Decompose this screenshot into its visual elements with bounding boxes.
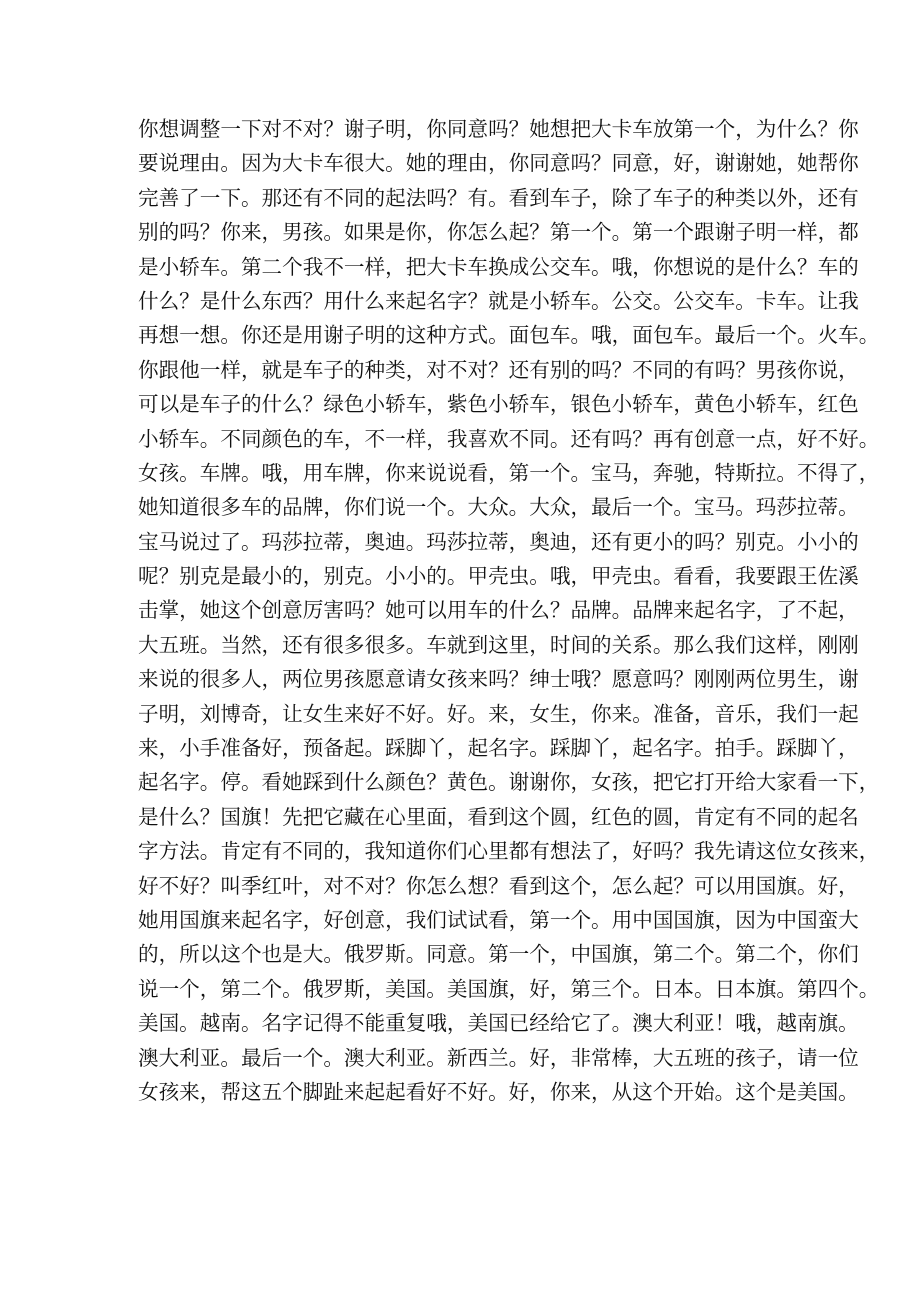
text-line: 她用国旗来起名字，好创意，我们试试看，第一个。用中国国旗，因为中国蛮大 <box>138 907 859 932</box>
text-line: 来，小手准备好，预备起。踩脚丫，起名字。踩脚丫，起名字。拍手。踩脚丫， <box>138 736 859 761</box>
text-line: 来说的很多人，两位男孩愿意请女孩来吗？绅士哦？愿意吗？刚刚两位男生，谢 <box>138 667 859 692</box>
transcript-paragraph <box>138 112 880 1109</box>
text-line: 女孩来，帮这五个脚趾来起起看好不好。好，你来，从这个开始。这个是美国。 <box>138 1079 859 1104</box>
text-line: 你跟他一样，就是车子的种类，对不对？还有别的吗？不同的有吗？男孩你说， <box>138 357 859 382</box>
text-line: 美国。越南。名字记得不能重复哦，美国已经给它了。澳大利亚！哦，越南旗。 <box>138 1011 859 1036</box>
text-line: 女孩。车牌。哦，用车牌，你来说说看，第一个。宝马，奔驰，特斯拉。不得了， <box>138 460 880 485</box>
text-line: 说一个，第二个。俄罗斯，美国。美国旗，好，第三个。日本。日本旗。第四个。 <box>138 976 880 1001</box>
text-line: 是什么？国旗！先把它藏在心里面，看到这个圆，红色的圆，肯定有不同的起名 <box>138 804 859 829</box>
text-line: 澳大利亚。最后一个。澳大利亚。新西兰。好，非常棒，大五班的孩子，请一位 <box>138 1045 859 1070</box>
text-line: 是小轿车。第二个我不一样，把大卡车换成公交车。哦，你想说的是什么？车的 <box>138 254 859 279</box>
text-line: 完善了一下。那还有不同的起法吗？有。看到车子，除了车子的种类以外，还有 <box>138 185 859 210</box>
text-line: 小轿车。不同颜色的车，不一样，我喜欢不同。还有吗？再有创意一点，好不好。 <box>138 426 880 451</box>
text-line: 好不好？叫季红叶，对不对？你怎么想？看到这个，怎么起？可以用国旗。好， <box>138 873 859 898</box>
text-line: 别的吗？你来，男孩。如果是你，你怎么起？第一个。第一个跟谢子明一样，都 <box>138 220 859 245</box>
text-line: 呢？别克是最小的，别克。小小的。甲壳虫。哦，甲壳虫。看看，我要跟王佐溪 <box>138 564 859 589</box>
text-line: 再想一想。你还是用谢子明的这种方式。面包车。哦，面包车。最后一个。火车。 <box>138 323 880 348</box>
text-line: 宝马说过了。玛莎拉蒂，奥迪。玛莎拉蒂，奥迪，还有更小的吗？别克。小小的 <box>138 529 859 554</box>
text-line: 击掌，她这个创意厉害吗？她可以用车的什么？品牌。品牌来起名字，了不起， <box>138 598 859 623</box>
text-line: 的，所以这个也是大。俄罗斯。同意。第一个，中国旗，第二个。第二个，你们 <box>138 942 859 967</box>
text-line: 大五班。当然，还有很多很多。车就到这里，时间的关系。那么我们这样，刚刚 <box>138 632 859 657</box>
text-line: 起名字。停。看她踩到什么颜色？黄色。谢谢你，女孩，把它打开给大家看一下， <box>138 770 880 795</box>
text-line: 子明，刘博奇，让女生来好不好。好。来，女生，你来。准备，音乐，我们一起 <box>138 701 859 726</box>
text-line: 什么？是什么东西？用什么来起名字？就是小轿车。公交。公交车。卡车。让我 <box>138 288 859 313</box>
text-line: 她知道很多车的品牌，你们说一个。大众。大众，最后一个。宝马。玛莎拉蒂。 <box>138 495 859 520</box>
text-line: 可以是车子的什么？绿色小轿车，紫色小轿车，银色小轿车，黄色小轿车，红色 <box>138 392 859 417</box>
text-line: 你想调整一下对不对？谢子明，你同意吗？她想把大卡车放第一个，为什么？你 <box>138 117 859 141</box>
text-line: 字方法。肯定有不同的，我知道你们心里都有想法了，好吗？我先请这位女孩来， <box>138 839 880 864</box>
text-line: 要说理由。因为大卡车很大。她的理由，你同意吗？同意，好，谢谢她，她帮你 <box>138 151 859 176</box>
